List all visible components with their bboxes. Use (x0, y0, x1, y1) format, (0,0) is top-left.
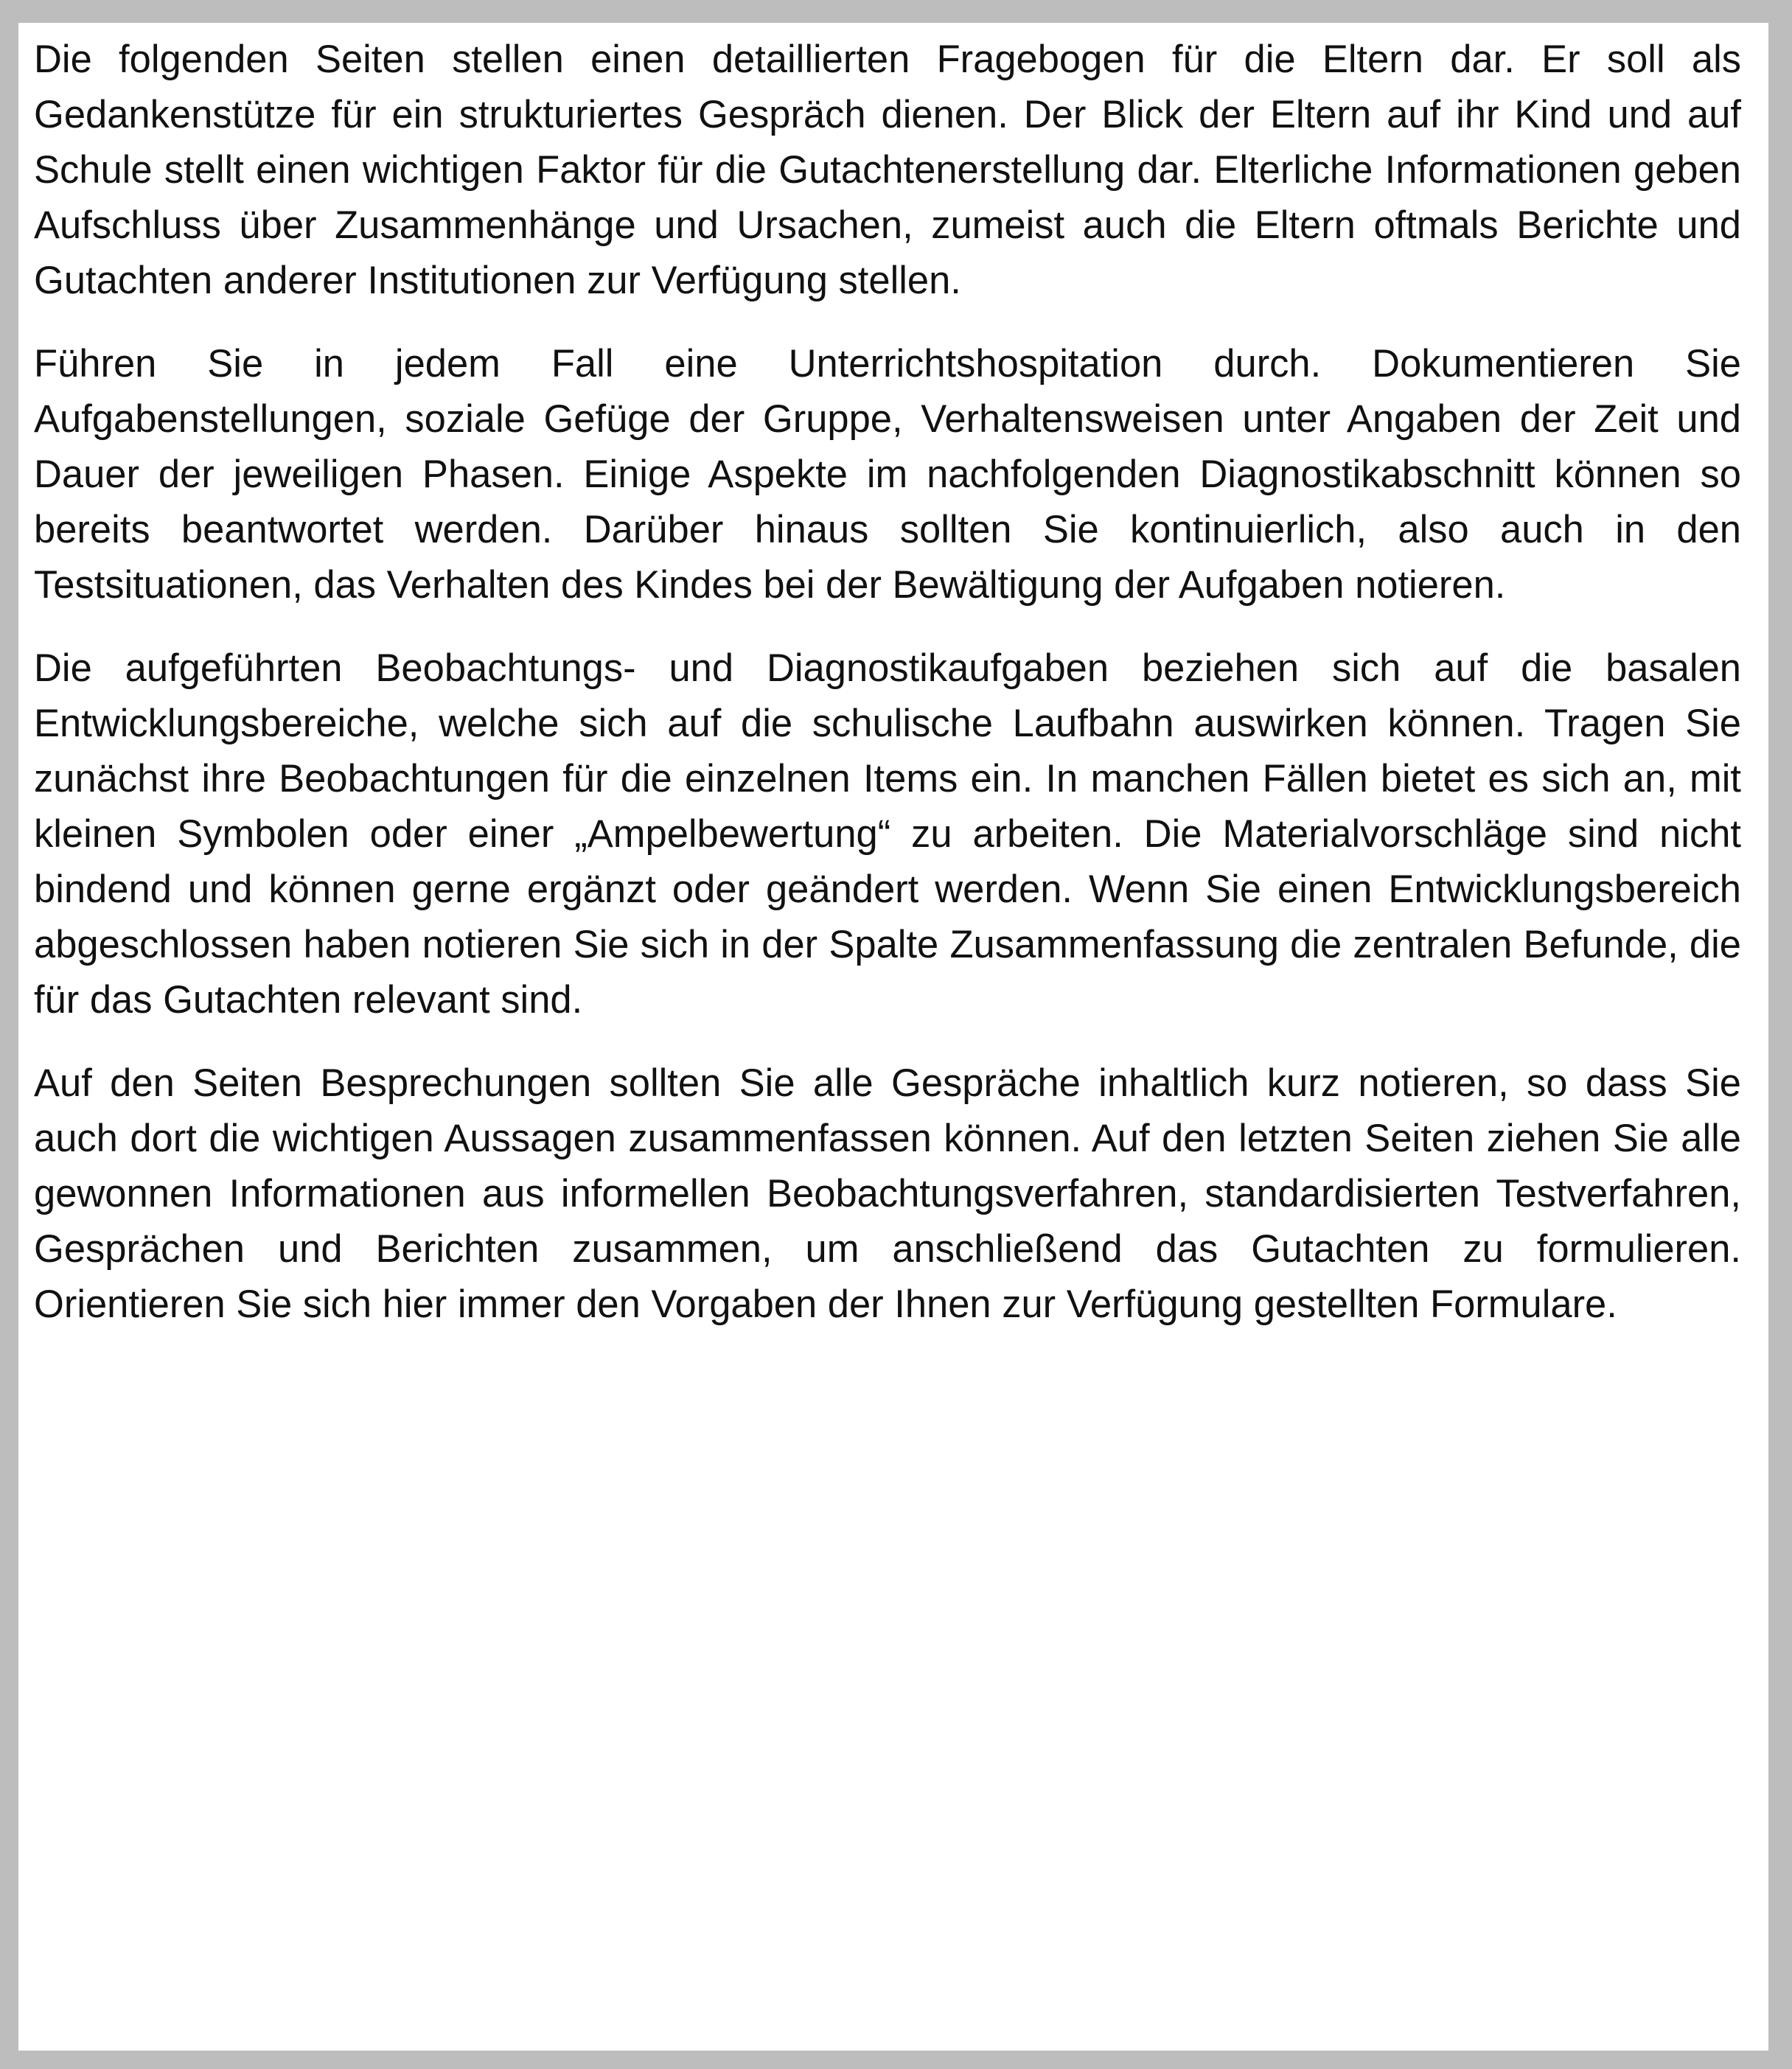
paragraph-classroom-observation: Führen Sie in jedem Fall eine Unterrichtshospitation durch. Dokumentieren Sie Aufgabenstellungen, soziale Gefüge der Gruppe, Verhaltensweisen unter Angaben der Zeit und Dauer der jeweiligen Phasen. Einige Aspekte im nachfolgenden Diagnostikabschnitt können so bereits beantwortet werden. Darüber hinaus sollten Sie kontinuierlich, also auch in den Testsituationen, das Verhalten des Kindes bei der Bewältigung der Aufgaben notieren. (34, 342, 1741, 607)
paragraph-diagnostic-tasks: Die aufgeführten Beobachtungs- und Diagnostikaufgaben beziehen sich auf die basalen Entwicklungsbereiche, welche sich auf die schulische Laufbahn auswirken können. Tragen Sie zunächst ihre Beobachtungen für die einzelnen Items ein. In manchen Fällen bietet es sich an, mit kleinen Symbolen oder einer „Ampelbewertung“ zu arbeiten. Die Materialvorschläge sind nicht bindend und können gerne ergänzt oder geändert werden. Wenn Sie einen Entwicklungsbereich abgeschlossen haben notieren Sie sich in der Spalte Zusammenfassung die zentralen Befunde, die für das Gutachten relevant sind. (34, 646, 1741, 1022)
paragraph-meetings-summary: Auf den Seiten Besprechungen sollten Sie alle Gespräche inhaltlich kurz notieren, so dass Sie auch dort die wichtigen Aussagen zusammenfassen können. Auf den letzten Seiten ziehen Sie alle gewonnen Informationen aus informellen Beobachtungsverfahren, standardisierten Testverfahren, Gesprächen und Berichten zusammen, um anschließend das Gutachten zu formulieren. Orientieren Sie sich hier immer den Vorgaben der Ihnen zur Verfügung gestellten Formulare. (34, 1061, 1741, 1326)
document-body (34, 32, 1741, 1360)
paragraph-parent-questionnaire: Die folgenden Seiten stellen einen detaillierten Fragebogen für die Eltern dar. Er soll als Gedankenstütze für ein strukturiertes Gespräch dienen. Der Blick der Eltern auf ihr Kind und auf Schule stellt einen wichtigen Faktor für die Gutachtenerstellung dar. Elterliche Informationen geben Aufschluss über Zusammenhänge und Ursachen, zumeist auch die Eltern oftmals Berichte und Gutachten anderer Institutionen zur Verfügung stellen. (34, 38, 1741, 302)
document-page (18, 23, 1768, 2051)
